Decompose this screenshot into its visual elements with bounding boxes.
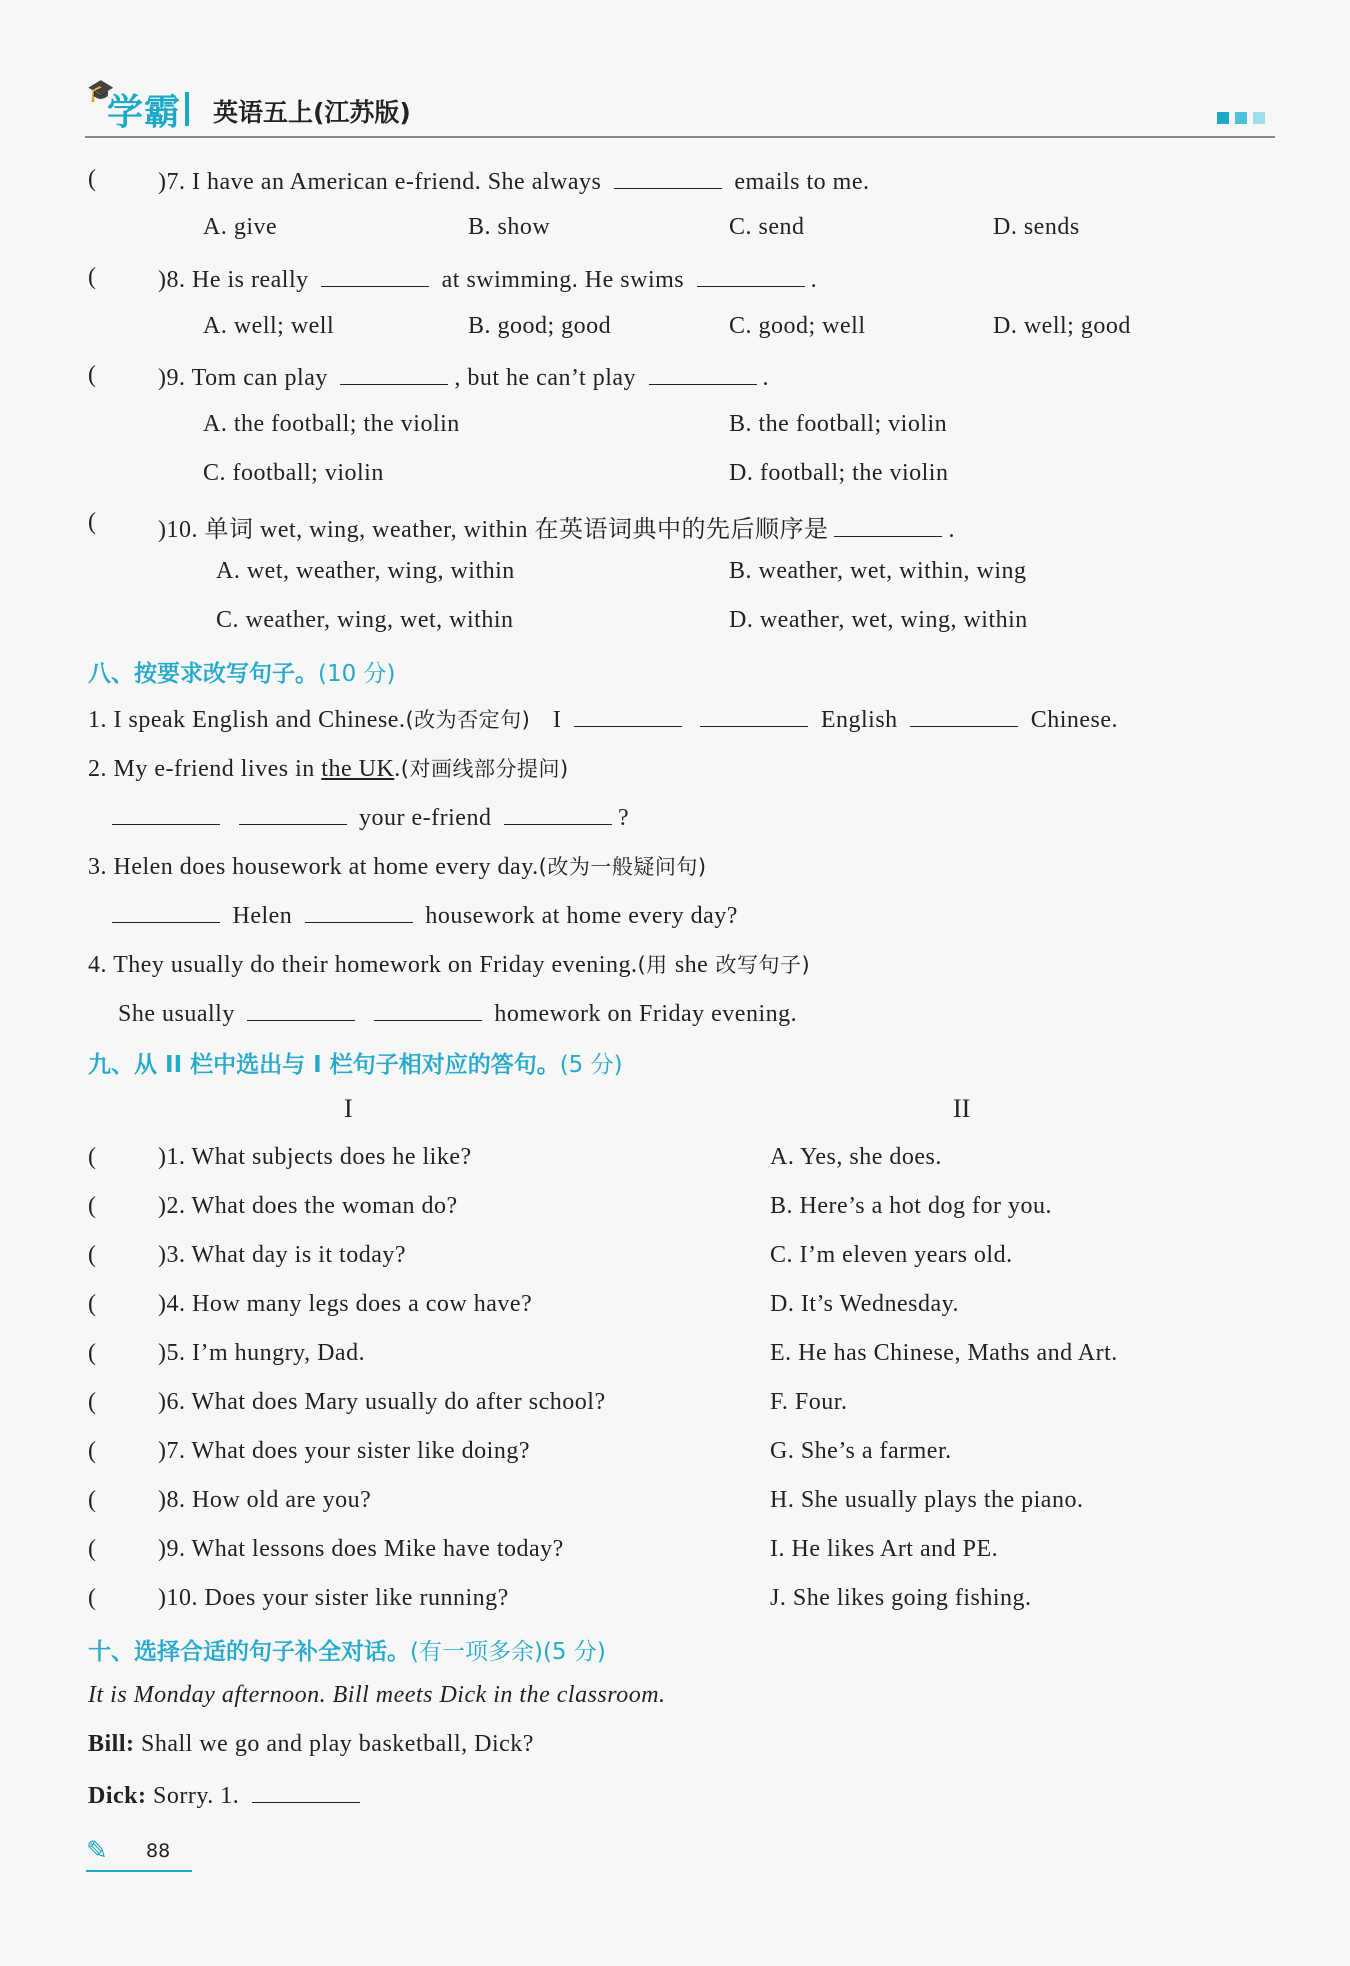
pencil-icon: ✎ xyxy=(86,1836,108,1865)
speaker-name: Bill: xyxy=(88,1731,135,1757)
instruction-note: (改为否定句) xyxy=(405,708,531,732)
question-text: 3. Helen does housework at home every day. xyxy=(88,854,539,880)
option-c: C. weather, wing, wet, within xyxy=(216,607,514,633)
answer-blank[interactable] xyxy=(697,264,805,287)
answer-text: housework at home every day? xyxy=(425,903,738,929)
section-points: (5 分) xyxy=(559,1052,623,1078)
match-question: )1. What subjects does he like? xyxy=(158,1144,472,1170)
underlined-text: the UK xyxy=(321,756,395,782)
match-question: )9. What lessons does Mike have today? xyxy=(158,1536,564,1562)
match-question: )4. How many legs does a cow have? xyxy=(158,1291,533,1317)
instruction-note: (改为一般疑问句) xyxy=(538,855,707,879)
answer-blank[interactable] xyxy=(239,802,347,825)
question-number: )7. xyxy=(158,169,186,195)
answer-paren[interactable]: ( xyxy=(88,1536,96,1562)
match-question: )2. What does the woman do? xyxy=(158,1193,458,1219)
match-question: )8. How old are you? xyxy=(158,1487,372,1513)
question-stem: Tom can play xyxy=(191,365,328,391)
question-stem: I have an American e-friend. She always xyxy=(192,169,602,195)
match-answer: B. Here’s a hot dog for you. xyxy=(770,1193,1052,1219)
rewrite-q1 xyxy=(88,704,1118,734)
section-9-title xyxy=(88,1046,623,1079)
option-d: D. sends xyxy=(993,214,1080,240)
question-number: )10. xyxy=(158,517,198,543)
option-c: C. send xyxy=(729,214,805,240)
answer-paren[interactable]: ( xyxy=(88,1487,96,1513)
option-c: C. football; violin xyxy=(203,460,384,486)
question-stem: 单词 wet, wing, weather, within 在英语词典中的先后顺序是 xyxy=(204,517,829,543)
match-answer: H. She usually plays the piano. xyxy=(770,1487,1084,1513)
rewrite-q2-answer xyxy=(112,802,629,832)
option-b: B. weather, wet, within, wing xyxy=(729,558,1027,584)
option-d: D. weather, wet, wing, within xyxy=(729,607,1028,633)
section-points: (10 分) xyxy=(318,661,396,687)
answer-blank[interactable] xyxy=(910,704,1018,727)
answer-blank[interactable] xyxy=(700,704,808,727)
answer-paren: ( xyxy=(88,509,96,535)
answer-blank[interactable] xyxy=(374,998,482,1021)
instruction-note: (对画线部分提问) xyxy=(400,757,569,781)
answer-paren[interactable]: ( xyxy=(88,1291,96,1317)
speaker-name: Dick: xyxy=(88,1783,147,1809)
match-question: )3. What day is it today? xyxy=(158,1242,406,1268)
column-1-heading: I xyxy=(344,1094,353,1123)
rewrite-q3-answer xyxy=(112,900,738,930)
dialogue-intro: It is Monday afternoon. Bill meets Dick in the classroom. xyxy=(88,1682,666,1708)
option-d: D. football; the violin xyxy=(729,460,949,486)
question-text: 1. I speak English and Chinese. xyxy=(88,707,406,733)
rewrite-q4-answer xyxy=(118,998,797,1028)
match-answer: J. She likes going fishing. xyxy=(770,1585,1032,1611)
question-number: )9. xyxy=(158,365,186,391)
rewrite-q3 xyxy=(88,851,707,881)
logo-divider xyxy=(185,92,189,126)
answer-paren[interactable]: ( xyxy=(88,1438,96,1464)
question-stem: , but he can’t play xyxy=(454,365,637,391)
answer-paren[interactable]: ( xyxy=(88,1242,96,1268)
answer-blank[interactable] xyxy=(112,802,220,825)
dialogue-line-dick xyxy=(88,1780,366,1810)
match-answer: I. He likes Art and PE. xyxy=(770,1536,999,1562)
page-number: 88 xyxy=(146,1840,171,1862)
match-answer: A. Yes, she does. xyxy=(770,1144,942,1170)
question-10 xyxy=(158,509,955,544)
answer-paren[interactable]: ( xyxy=(88,1585,96,1611)
option-b: B. show xyxy=(468,214,551,240)
answer-blank[interactable] xyxy=(614,166,722,189)
question-7 xyxy=(158,166,869,196)
section-8-title xyxy=(88,655,396,688)
answer-blank[interactable] xyxy=(305,900,413,923)
question-text: 4. They usually do their homework on Friday evening. xyxy=(88,952,638,978)
answer-blank[interactable] xyxy=(252,1780,360,1803)
question-stem: . xyxy=(810,267,818,293)
book-title: 英语五上(江苏版) xyxy=(213,98,411,127)
option-a: A. wet, weather, wing, within xyxy=(216,558,515,584)
option-b: B. the football; violin xyxy=(729,411,948,437)
answer-blank[interactable] xyxy=(504,802,612,825)
instruction-note: she xyxy=(674,952,709,978)
question-stem: He is really xyxy=(192,267,309,293)
answer-blank[interactable] xyxy=(574,704,682,727)
match-answer: G. She’s a farmer. xyxy=(770,1438,952,1464)
question-number: )8. xyxy=(158,267,186,293)
answer-paren[interactable]: ( xyxy=(88,1340,96,1366)
brand-logo: 学霸 xyxy=(107,92,182,133)
answer-text: your e-friend xyxy=(359,805,492,831)
footer-underline xyxy=(86,1870,192,1872)
option-a: A. give xyxy=(203,214,278,240)
match-question: )10. Does your sister like running? xyxy=(158,1585,509,1611)
section-note: (有一项多余) xyxy=(410,1639,543,1665)
match-question: )7. What does your sister like doing? xyxy=(158,1438,530,1464)
question-stem: at swimming. He swims xyxy=(441,267,685,293)
dialogue-text: Sorry. 1. xyxy=(153,1783,240,1809)
dialogue-text: Shall we go and play basketball, Dick? xyxy=(141,1731,534,1757)
option-d: D. well; good xyxy=(993,313,1131,339)
match-question: )5. I’m hungry, Dad. xyxy=(158,1340,366,1366)
answer-paren: ( xyxy=(88,264,96,290)
answer-blank[interactable] xyxy=(340,362,448,385)
page-header xyxy=(85,78,1275,138)
section-heading: 八、按要求改写句子。 xyxy=(88,661,318,687)
answer-blank[interactable] xyxy=(321,264,429,287)
answer-blank[interactable] xyxy=(649,362,757,385)
question-text: 2. My e-friend lives in xyxy=(88,756,322,782)
graduation-cap-icon: 🎓 xyxy=(87,78,115,103)
answer-blank[interactable] xyxy=(247,998,355,1021)
answer-paren: ( xyxy=(88,166,96,192)
answer-paren[interactable]: ( xyxy=(88,1144,96,1170)
question-9 xyxy=(158,362,769,392)
square-icon xyxy=(1217,112,1229,124)
match-answer: D. It’s Wednesday. xyxy=(770,1291,960,1317)
answer-text: Helen xyxy=(232,903,293,929)
question-text: . xyxy=(394,756,401,782)
answer-paren[interactable]: ( xyxy=(88,1389,96,1415)
rewrite-q4 xyxy=(88,949,810,979)
answer-paren[interactable]: ( xyxy=(88,1193,96,1219)
section-heading: 十、选择合适的句子补全对话。 xyxy=(88,1639,410,1665)
rewrite-q2 xyxy=(88,753,569,783)
match-question: )6. What does Mary usually do after school? xyxy=(158,1389,606,1415)
answer-text: She usually xyxy=(118,1001,235,1027)
instruction-note: 改写句子) xyxy=(708,953,811,977)
answer-text: Chinese. xyxy=(1030,707,1119,733)
question-stem: emails to me. xyxy=(734,169,870,195)
decorative-squares xyxy=(1217,112,1265,124)
match-answer: C. I’m eleven years old. xyxy=(770,1242,1013,1268)
answer-text: ? xyxy=(617,805,630,831)
match-answer: F. Four. xyxy=(770,1389,848,1415)
answer-blank[interactable] xyxy=(834,514,942,537)
option-a: A. well; well xyxy=(203,313,335,339)
section-10-title xyxy=(88,1633,606,1666)
answer-text: English xyxy=(820,707,898,733)
dialogue-line-bill xyxy=(88,1731,534,1758)
option-c: C. good; well xyxy=(729,313,866,339)
option-b: B. good; good xyxy=(468,313,612,339)
instruction-note: (用 xyxy=(637,953,675,977)
option-a: A. the football; the violin xyxy=(203,411,460,437)
answer-blank[interactable] xyxy=(112,900,220,923)
question-stem: . xyxy=(762,365,770,391)
answer-paren: ( xyxy=(88,362,96,388)
section-heading: 九、从 II 栏中选出与 I 栏句子相对应的答句。 xyxy=(88,1052,560,1078)
section-points: (5 分) xyxy=(542,1639,606,1665)
answer-text: I xyxy=(552,707,562,733)
question-stem: . xyxy=(948,517,955,543)
square-icon xyxy=(1253,112,1265,124)
column-2-heading: II xyxy=(953,1094,971,1123)
answer-text: homework on Friday evening. xyxy=(494,1001,798,1027)
square-icon xyxy=(1235,112,1247,124)
question-8 xyxy=(158,264,817,294)
match-answer: E. He has Chinese, Maths and Art. xyxy=(770,1340,1118,1366)
